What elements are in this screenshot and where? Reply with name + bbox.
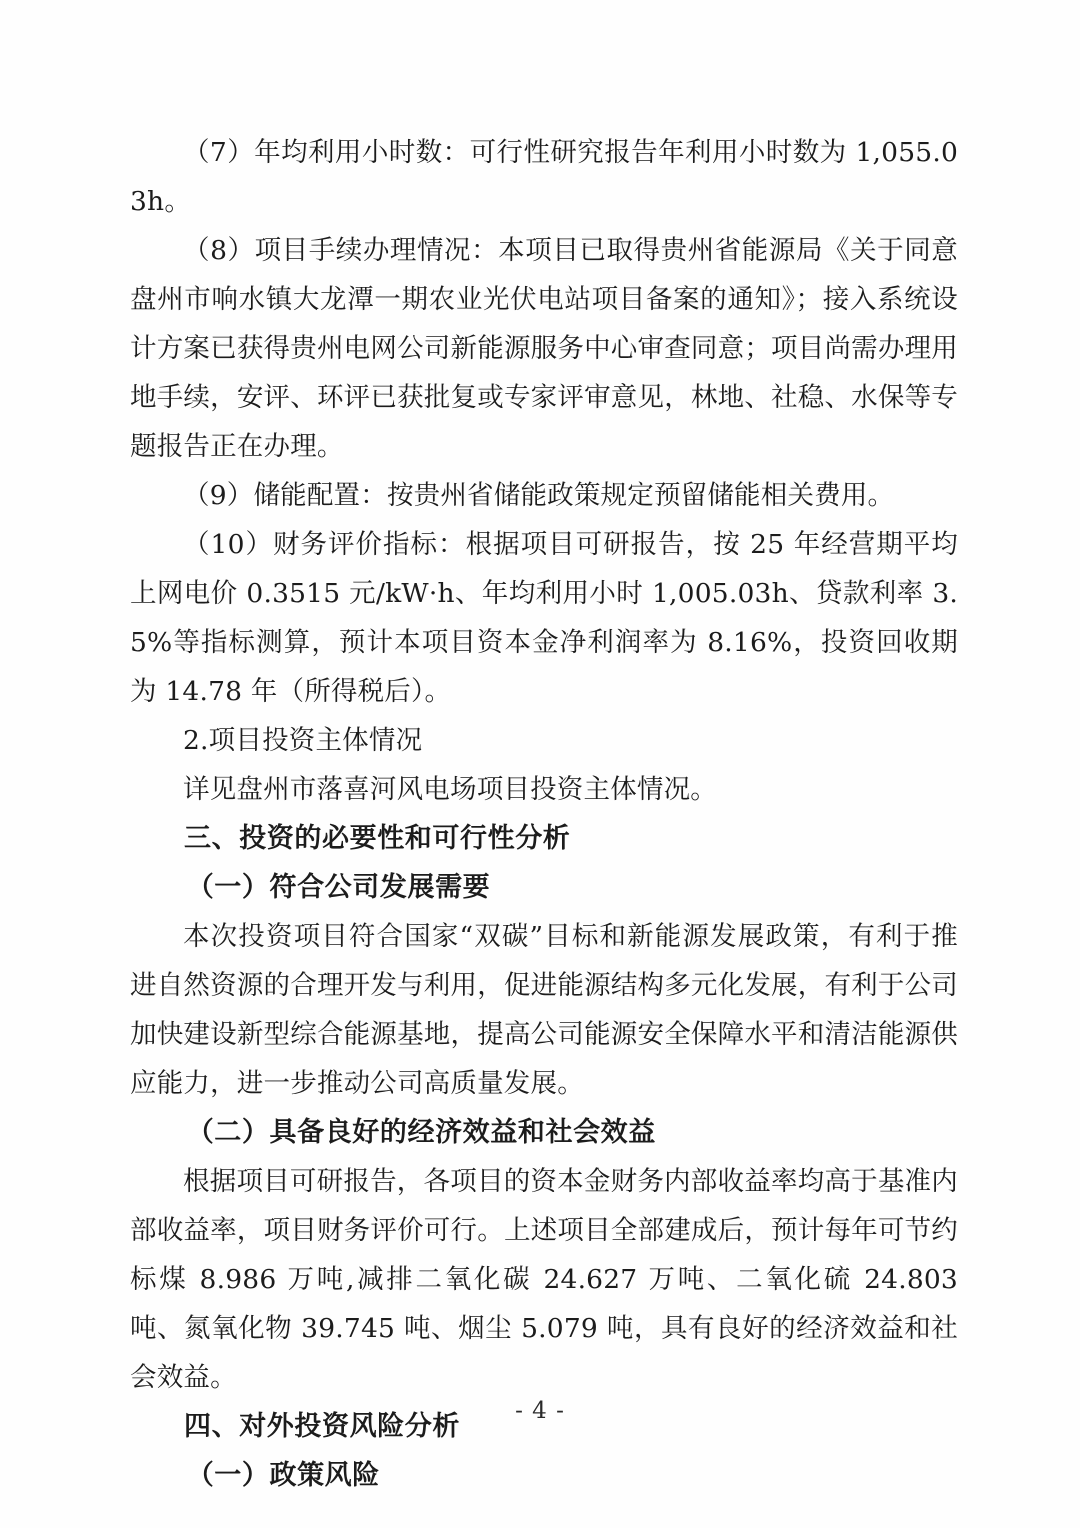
- paragraph-sub-item-2: 2.项目投资主体情况: [183, 725, 423, 756]
- paragraph-sub-item-2-detail: 详见盘州市落喜河风电场项目投资主体情况。: [183, 774, 717, 805]
- paragraph-item-7: （7）年均利用小时数：可行性研究报告年利用小时数为 1,055.03h。: [130, 137, 958, 217]
- heading-section-three: 三、投资的必要性和可行性分析: [184, 823, 571, 854]
- heading-section-four-one: （一）政策风险: [186, 1460, 380, 1491]
- paragraph-item-8: （8）项目手续办理情况：本项目已取得贵州省能源局《关于同意盘州市响水镇大龙潭一期农业光伏电站项目备案的通知》；接入系统设计方案已获得贵州电网公司新能源服务中心审查同意；项目尚需办理用地手续，安评、环评已获批复或专家评审意见，林地、社稳、水保等专题报告正在办理。: [130, 235, 958, 462]
- document-body: [130, 128, 958, 1500]
- paragraph-item-10: （10）财务评价指标：根据项目可研报告，按 25 年经营期平均上网电价 0.3515 元/kW·h、年均利用小时 1,005.03h、贷款利率 3.5%等指标测算，预计本项目资本金净利润率为 8.16%，投资回收期为 14.78 年（所得税后）。: [130, 529, 958, 707]
- heading-section-three-two: （二）具备良好的经济效益和社会效益: [186, 1117, 656, 1148]
- heading-section-four: 四、对外投资风险分析: [184, 1411, 460, 1442]
- paragraph-section-three-one-body: 本次投资项目符合国家“双碳”目标和新能源发展政策，有利于推进自然资源的合理开发与利用，促进能源结构多元化发展，有利于公司加快建设新型综合能源基地，提高公司能源安全保障水平和清洁能源供应能力，进一步推动公司高质量发展。: [130, 921, 958, 1099]
- page-number: - 4 -: [515, 1398, 565, 1424]
- paragraph-item-9: （9）储能配置：按贵州省储能政策规定预留储能相关费用。: [183, 480, 895, 511]
- paragraph-section-three-two-body: 根据项目可研报告，各项目的资本金财务内部收益率均高于基准内部收益率，项目财务评价可行。上述项目全部建成后，预计每年可节约标煤 8.986 万吨,减排二氧化碳 24.627 万吨、二氧化硫 24.803 吨、氮氧化物 39.745 吨、烟尘 5.079 吨，具有良好的经济效益和社会效益。: [130, 1166, 958, 1393]
- heading-section-three-one: （一）符合公司发展需要: [186, 872, 491, 903]
